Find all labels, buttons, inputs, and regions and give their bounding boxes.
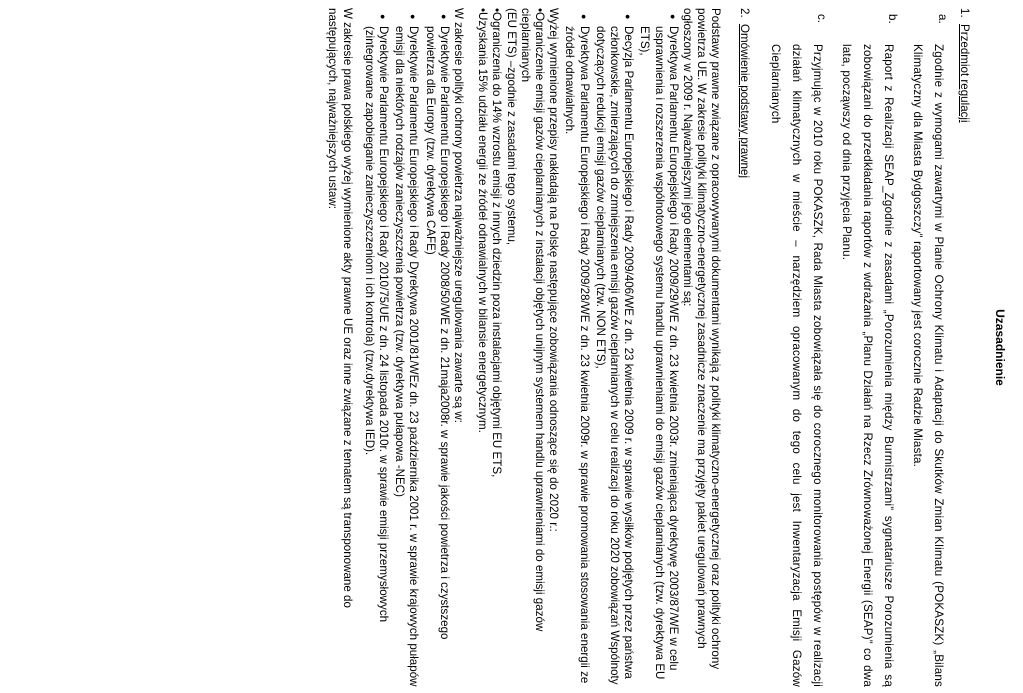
list-item [362,8,390,687]
closing-paragraph: W zakresie prawa polskiego wyżej wymienione akty prawne UE oraz inne związane z tematem są transponowane do następujących, najważniejszych ustaw: [326,8,354,608]
section-1-title-text: Przedmiot regulacji [957,24,971,123]
item-letter: b. [885,14,899,24]
list-item [637,8,680,687]
list-item-text: Dyrektywa Parlamentu Europejskiego i Rady 2009/29/WE z dn. 23 kwietnia 2003r. zmieniająca dyrektywę 2003/87/WE w celu usprawnienia i rozszerzenia wspólnotowego systemu handlu uprawnieniami do emisji gazów cieplarnianych (tzw. dyrektywa EU ETS), [638,26,680,680]
air-directives-list [362,8,451,687]
obligation-line: •Ograniczenie emisji gazów cieplarnianych z instalacji objętych unijnym systemem handlu uprawnieniami do emisji gazów cieplarnianych [518,8,546,632]
list-item-text: Dyrektywie Parlamentu Europejskiego i Rady Dyrektywa 2001/81/WEz dn. 23 października 2001 r. w sprawie krajowych pułapów emisji dla niektórych rodzajów zanieczyszczenia powietrza (tzw. dyrektywa pułapowa -NEC) [393,26,421,687]
section-1-item-b [836,8,899,687]
section-1-item-a [907,8,949,687]
list-item-text: Dyrektywie Parlamentu Europejskiego i Rady 2008/50/WE z dn. 21maja2008r. w sprawie jakości powietrza i czystszego powietrza dla Europy (tzw. dyrektywa CAFE) [423,26,451,640]
section-1-item-c [765,8,828,687]
item-letter: c. [814,14,828,24]
obligations-intro: Wyżej wymienione przepisy nakładają na Polskę następujące zobowiązania odnoszące się do 2020 r.: [547,8,561,532]
section-2-title [736,8,750,687]
section-2-number: 2. [737,8,751,18]
air-policy-intro: W zakresie polityki ochrony powietrza najważniejsze uregulowania zawarte są w: [451,8,465,423]
document-heading: Uzasadnienie [993,309,1007,386]
bullet-icon: ● [438,14,449,20]
section-2-intro: Podstawy prawne związane z opracowywanymi dokumentami wynikają z polityki klimatyczno-energetycznej oraz polityki ochrony powietrza UE. W zakresie polityki klimatyczno-energetycznej zasadnicze znaczenie ma przyjęty pakiet uregulowań prawnych ogłoszony w 2009 r. Najważniejszymi jego elementami są: [680,8,723,670]
list-item-text: Dyrektywie Parlamentu Europejskiego i Rady 2010/75/UE z dn. 24 listopada 2010r. w sprawie emisji przemysłowych (zintegrowane zapobieganie zanieczyszczeniom i ich kontrola) (tzw.dyrektywa IED). [362,26,390,623]
list-item-text: Dyrektywa Parlamentu Europejskiego i Rady 2009/28/WE z dn. 23 kwietnia 2009r. w sprawie promowania stosowania energii ze źródeł odnawialnych. [563,26,591,684]
item-text: Raport z Realizacji SEAP_Zgodnie z zasadami „Porozumienia między Burmistrzami” sygnatariusze Porozumienia są zobowiązani do przedkładania raportów z wdrażania „Planu Działań na Rzecz Zrównoważonej Energii (SEAP)” co dwa lata, począwszy od dnia przyjęcia Planu. [839,44,895,687]
bullet-icon: ● [377,14,388,20]
list-item [593,8,636,687]
item-letter: a. [935,14,949,24]
bullet-icon: ● [667,14,678,20]
obligation-line: (EU ETS) –zgodnie z zasadami tego systemu, [504,8,518,246]
bullet-icon: ● [578,14,589,20]
obligation-line: •Uzyskania 15% udziału energii ze źródeł odnawialnych w bilansie energetycznym. [476,8,490,433]
bullet-icon: ● [623,14,634,20]
item-text: Zgodnie z wymogami zawartymi w Planie Ochrony Klimatu i Adaptacji do Skutków Zmian Klimatu (POKASZK) „Bilans Klimatyczny dla Miasta Bydgoszczy” raportowany jest corocznie Radzie Miasta. [910,44,945,687]
bullet-icon: ● [408,14,419,20]
list-item-text: Decyzja Parlamentu Europejskiego i Rady 2009/406/WE z dn. 23 kwietnia 2009 r. w sprawie wysiłków podjętych przez państwa członkowskie, zmierzających do zmniejszenia emisji gazów cieplarnianych w celu realizacji do roku 2020 zobowiązań Wspólnoty dotyczących redukcji emisji gazów cieplarnianych (tzw. NON ETS), [593,26,636,685]
section-1-list [765,8,949,687]
item-text: Przyjmując w 2010 roku POKASZK, Rada Miasta zobowiązała się do corocznego monitorowania postępów w realizacji działań klimatycznych w mieście – narzędziem opracowanym do tego celu jest Inwentaryzacja Emisji Gazów Cieplarnianych [768,44,824,687]
obligation-line: •Ograniczenia do 14% wzrostu emisji z innych dziedzin poza instalacjami objętymi EU ETS, [490,8,504,478]
section-1-title [957,8,971,687]
climate-directives-list [562,8,680,687]
list-item [392,8,420,687]
list-item [562,8,590,687]
list-item [422,8,450,687]
section-2-title-text: Omówienie podstawy prawnej [737,24,751,179]
section-1-number: 1. [957,8,971,18]
